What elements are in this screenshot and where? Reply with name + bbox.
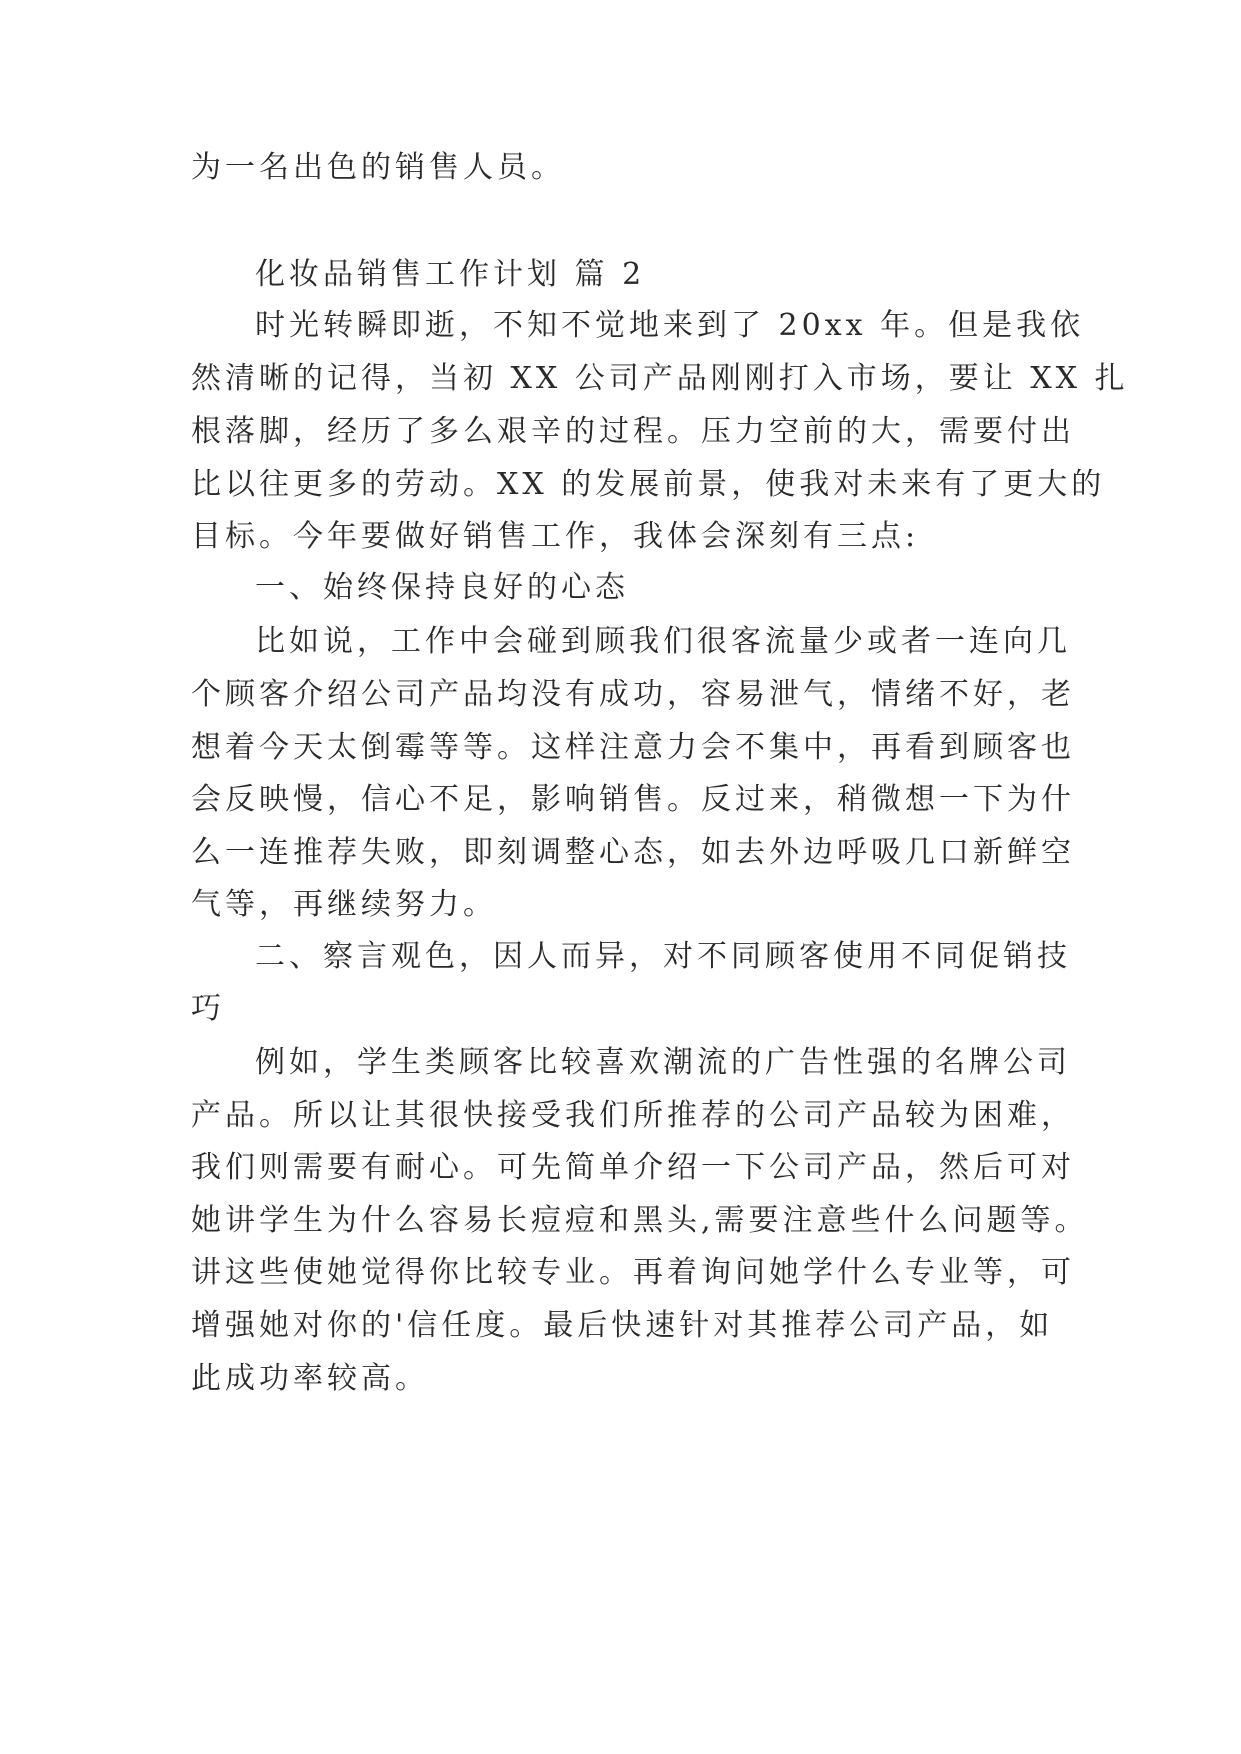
paragraph-line: 然清晰的记得，当初 XX 公司产品刚刚打入市场，要让 XX 扎 [191, 361, 1129, 396]
paragraph-line: 比以往更多的劳动。XX 的发展前景，使我对未来有了更大的 [191, 467, 1106, 502]
paragraph-line: 根落脚，经历了多么艰辛的过程。压力空前的大，需要付出 [191, 414, 1075, 449]
paragraph-line: 个顾客介绍公司产品均没有成功，容易泄气，情绪不好，老 [191, 677, 1075, 712]
paragraph-line: 目标。今年要做好销售工作，我体会深刻有三点: [191, 519, 920, 554]
paragraph-line: 讲这些使她觉得你比较专业。再着询问她学什么专业等，可 [191, 1255, 1075, 1290]
paragraph-line: 例如，学生类顾客比较喜欢潮流的广告性强的名牌公司 [255, 1045, 1071, 1080]
paragraph-line: 会反映慢，信心不足，影响销售。反过来，稍微想一下为什 [191, 782, 1075, 817]
paragraph-line: 她讲学生为什么容易长痘痘和黑头,需要注意些什么问题等。 [191, 1203, 1089, 1238]
paragraph-line: 增强她对你的'信任度。最后快速针对其推荐公司产品，如 [191, 1308, 1054, 1343]
paragraph-line: 我们则需要有耐心。可先简单介绍一下公司产品，然后可对 [191, 1150, 1075, 1185]
paragraph-line: 么一连推荐失败，即刻调整心态，如去外边呼吸几口新鲜空 [191, 835, 1075, 870]
subheading-continuation: 巧 [191, 991, 225, 1026]
paragraph-line: 气等，再继续努力。 [191, 887, 497, 922]
paragraph-line: 时光转瞬即逝，不知不觉地来到了 20xx 年。但是我依 [255, 308, 1085, 343]
paragraph-line: 为一名出色的销售人员。 [191, 150, 565, 185]
paragraph-line: 想着今天太倒霉等等。这样注意力会不集中，再看到顾客也 [191, 730, 1075, 765]
paragraph-line: 产品。所以让其很快接受我们所推荐的公司产品较为困难， [191, 1098, 1075, 1133]
paragraph-line: 此成功率较高。 [191, 1361, 429, 1396]
section-heading: 化妆品销售工作计划 篇 2 [255, 257, 646, 292]
paragraph-line: 比如说，工作中会碰到顾我们很客流量少或者一连向几 [255, 624, 1071, 659]
subheading: 一、始终保持良好的心态 [255, 570, 629, 605]
subheading: 二、察言观色，因人而异，对不同顾客使用不同促销技 [255, 939, 1071, 974]
